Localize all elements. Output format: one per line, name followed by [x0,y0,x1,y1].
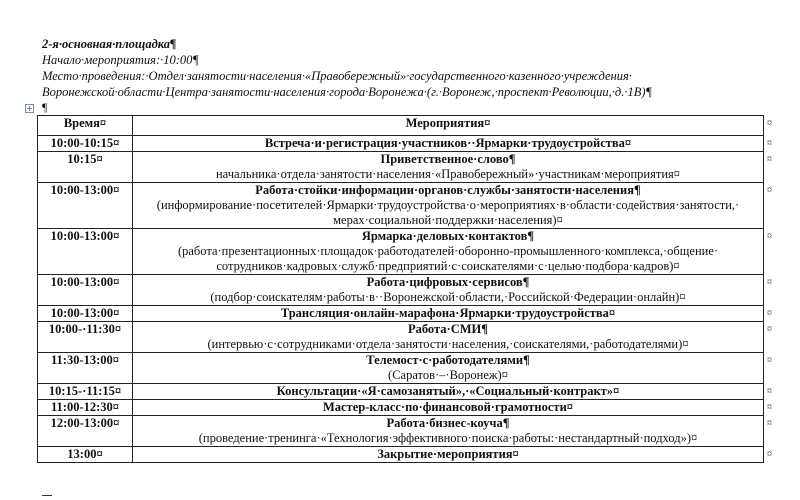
table-row [38,400,764,416]
row-time: 13:00¤ [38,447,133,463]
activity-title: Приветственное·слово¶ [380,152,516,166]
row-end-mark: ¤ [767,153,772,165]
row-activity [133,306,764,322]
row-time: 10:00-10:15¤ [38,136,133,152]
row-time: 10:00-13:00¤ [38,275,133,306]
row-activity [133,416,764,447]
activity-title: Работа·цифровых·сервисов¶ [366,275,530,289]
venue-address-line-1: Место·проведения:·Отдел·занятости·населения·«Правобережный»·государственного·казенного·учреждения· [42,69,632,83]
row-activity [133,229,764,275]
row-time: 10:00-13:00¤ [38,229,133,275]
table-row [38,136,764,152]
time-column-header: Время¤ [38,116,133,136]
activity-title: Встреча·и·регистрация·участников··Ярмарки·трудоустройства¤ [264,136,632,150]
activity-title: Работа·бизнес-коуча¶ [386,416,510,430]
venue-title: 2-я·основная·площадка¶ [42,37,177,51]
row-activity [133,275,764,306]
row-end-mark: ¤ [767,184,772,196]
activity-title: Закрытие·мероприятия¤ [377,447,519,461]
activity-title: Мастер-класс·по·финансовой·грамотности¤ [322,400,574,414]
activity-title: Работа·СМИ¶ [407,322,489,336]
row-activity [133,384,764,400]
activity-column-header: Мероприятия¤ [133,116,764,136]
table-row [38,152,764,183]
activity-details: (проведение·тренинга·«Технология·эффективного·поиска·работы:·нестандартный·подход»)¤ [198,431,698,445]
table-row [38,229,764,275]
row-end-mark: ¤ [767,137,772,149]
row-time: 10:15-·11:15¤ [38,384,133,400]
activity-details: (подбор·соискателям·работы·в··Воронежской·области,·Российской·Федерации·онлайн)¤ [210,290,686,304]
row-activity [133,400,764,416]
row-end-mark: ¤ [767,401,772,413]
row-time: 10:00-13:00¤ [38,183,133,229]
row-activity [133,136,764,152]
table-row [38,322,764,353]
page-bottom-rule [42,495,52,496]
row-activity [133,353,764,384]
row-end-mark: ¤ [767,117,772,129]
document-header [42,36,782,100]
activity-title: Телемост·с·работодателями¶ [366,353,530,367]
row-activity [133,447,764,463]
row-activity [133,322,764,353]
activity-details: (работа·презентационных·площадок·работодателей·оборонно-промышленного·комплекса,·общение· сотрудников·кадровых·служб·предприятий·с·соискателями·с·целью·подбора·кадров)¤ [177,244,719,273]
row-end-mark: ¤ [767,448,772,460]
paragraph-mark: ¶ [42,100,48,114]
move-handle-icon[interactable]: + [26,104,33,113]
table-row [38,353,764,384]
activity-details: (интервью·с·сотрудниками·отдела·занятости·населения,·соискателями,·работодателями)¤ [207,337,689,351]
start-time-line: Начало·мероприятия:·10:00¶ [42,53,199,67]
activity-details: (Саратов·–·Воронеж)¤ [388,368,508,382]
row-end-mark: ¤ [767,385,772,397]
row-end-mark: ¤ [767,276,772,288]
activity-title: Трансляция·онлайн-марафона·Ярмарки·трудоустройства¤ [280,306,616,320]
activity-details: начальника·отдела·занятости·населения·«Правобережный»·участникам·мероприятия¤ [215,167,681,181]
row-activity [133,152,764,183]
activity-title: Консультации·«Я·самозанятый»,·«Социальный·контракт»¤ [276,384,620,398]
table-row [38,384,764,400]
row-time: 11:00-12:30¤ [38,400,133,416]
row-end-mark: ¤ [767,307,772,319]
activity-details: (информирование·посетителей·Ярмарки·трудоустройства·о·мероприятиях·в·области·содействия·занятости,· мерах·социальной·поддержки·населения)¤ [156,198,740,227]
row-activity [133,183,764,229]
row-end-mark: ¤ [767,323,772,335]
activity-title: Ярмарка·деловых·контактов¶ [361,229,535,243]
row-time: 12:00-13:00¤ [38,416,133,447]
table-row [38,183,764,229]
row-end-mark: ¤ [767,354,772,366]
table-row [38,306,764,322]
row-time: 10:00-·11:30¤ [38,322,133,353]
venue-address-line-2: Воронежской·области·Центра·занятости·населения·города·Воронежа·(г.·Воронеж,·проспект·Революции,·д.·1В)¶ [42,85,653,99]
activity-title: Работа·стойки·информации·органов·службы·занятости·населения¶ [255,183,641,197]
table-row [38,416,764,447]
row-time: 11:30-13:00¤ [38,353,133,384]
table-row [38,447,764,463]
row-end-mark: ¤ [767,230,772,242]
schedule-table [37,115,764,463]
table-header-row [38,116,764,136]
table-row [38,275,764,306]
row-time: 10:15¤ [38,152,133,183]
row-end-mark: ¤ [767,417,772,429]
row-time: 10:00-13:00¤ [38,306,133,322]
